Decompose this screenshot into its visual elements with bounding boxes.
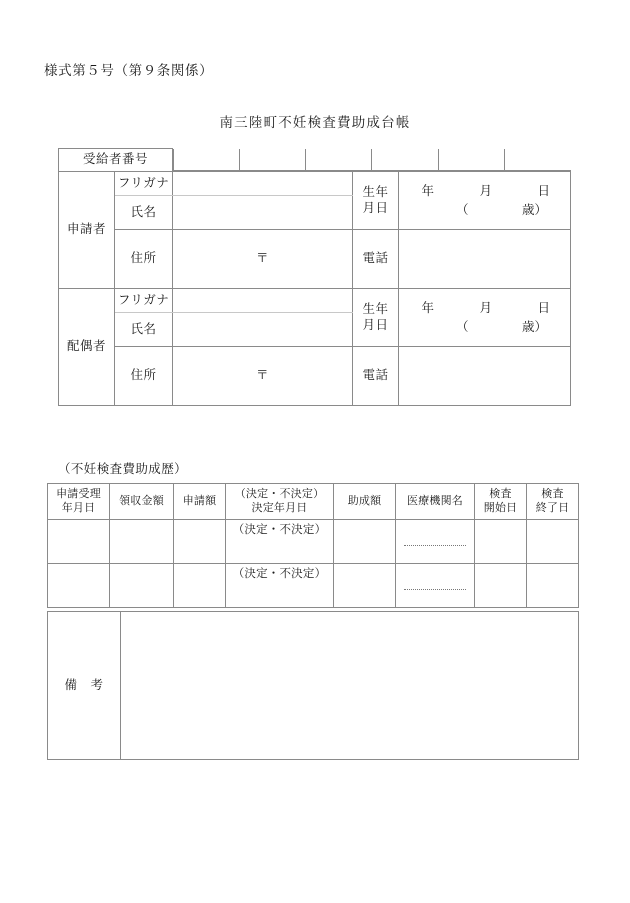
remarks-value[interactable] xyxy=(121,612,579,760)
remarks-table xyxy=(47,611,579,760)
spouse-address-label: 住所 xyxy=(115,347,173,406)
header-application-amount: 申請額 xyxy=(174,484,226,520)
applicant-furigana-value[interactable] xyxy=(173,172,353,196)
applicant-address-row xyxy=(59,230,571,289)
applicant-phone-label: 電話 xyxy=(353,230,399,289)
document-title: 南三陸町不妊検査費助成台帳 xyxy=(219,115,411,130)
header-line1: 検査 xyxy=(541,488,564,500)
cell-application-date[interactable] xyxy=(48,563,110,607)
receipt-number-cell[interactable] xyxy=(504,149,570,171)
spouse-name-label: 氏名 xyxy=(115,313,173,347)
header-institution-name: 医療機関名 xyxy=(396,484,475,520)
applicant-information-table xyxy=(58,148,571,406)
cell-institution-name[interactable] xyxy=(396,519,475,563)
spouse-furigana-value[interactable] xyxy=(173,289,353,313)
remarks-row xyxy=(48,612,579,760)
header-exam-start xyxy=(475,484,527,520)
spouse-age-open-paren: （ xyxy=(456,319,469,334)
dotted-writing-rule xyxy=(404,589,466,590)
form-code-label: 様式第５号（第９条関係） xyxy=(44,63,214,78)
header-decision-date xyxy=(226,484,334,520)
applicant-furigana-row xyxy=(59,172,571,196)
spouse-dob-year-label: 年 xyxy=(421,301,435,316)
header-application-date xyxy=(48,484,110,520)
header-line2: 決定年月日 xyxy=(251,502,308,515)
receipt-number-cell[interactable] xyxy=(174,149,240,171)
remarks-label: 備 考 xyxy=(48,612,121,760)
applicant-furigana-label: フリガナ xyxy=(115,172,173,196)
spouse-dob-label-line1: 生年 xyxy=(362,301,389,316)
cell-receipt-amount[interactable] xyxy=(110,563,174,607)
spouse-dob-month-label: 月 xyxy=(479,301,493,316)
dotted-writing-rule xyxy=(404,545,466,546)
spouse-furigana-row xyxy=(59,289,571,313)
spouse-dob-day-label: 日 xyxy=(537,301,551,316)
header-line2: 開始日 xyxy=(483,502,518,515)
applicant-dob-label-line1: 生年 xyxy=(362,184,389,199)
header-line2: 年月日 xyxy=(61,502,96,515)
header-exam-end xyxy=(527,484,579,520)
receipt-number-cell[interactable] xyxy=(372,149,438,171)
history-header-row xyxy=(48,484,579,520)
cell-subsidy-amount[interactable] xyxy=(334,563,396,607)
cell-decision-text[interactable]: （決定・不決定） xyxy=(226,519,334,563)
receipt-number-cell[interactable] xyxy=(438,149,504,171)
applicant-dob-year-label: 年 xyxy=(421,184,435,199)
cell-exam-start[interactable] xyxy=(475,563,527,607)
applicant-dob-month-label: 月 xyxy=(479,184,493,199)
spouse-age-close-paren: 歳） xyxy=(522,319,548,334)
applicant-address-value[interactable] xyxy=(173,230,353,289)
applicant-name-value[interactable] xyxy=(173,196,353,230)
applicant-party-label: 申請者 xyxy=(59,172,115,289)
header-line1: 申請受理 xyxy=(56,488,101,500)
table-row xyxy=(48,563,579,607)
cell-receipt-amount[interactable] xyxy=(110,519,174,563)
cell-exam-start[interactable] xyxy=(475,519,527,563)
cell-exam-end[interactable] xyxy=(527,563,579,607)
spouse-address-value[interactable] xyxy=(173,347,353,406)
applicant-dob-day-label: 日 xyxy=(537,184,551,199)
cell-decision-text[interactable]: （決定・不決定） xyxy=(226,563,334,607)
applicant-age-open-paren: （ xyxy=(456,202,469,217)
applicant-name-label: 氏名 xyxy=(115,196,173,230)
spouse-phone-label: 電話 xyxy=(353,347,399,406)
header-receipt-amount: 領収金額 xyxy=(110,484,174,520)
header-line1: 検査 xyxy=(489,488,512,500)
receipt-number-cell[interactable] xyxy=(240,149,306,171)
spouse-dob-label-line2: 月日 xyxy=(362,317,389,332)
cell-subsidy-amount[interactable] xyxy=(334,519,396,563)
applicant-phone-value[interactable] xyxy=(399,230,571,289)
applicant-dob-value[interactable] xyxy=(399,172,571,230)
receipt-number-label: 受給者番号 xyxy=(59,149,173,172)
table-row xyxy=(48,519,579,563)
spouse-address-row xyxy=(59,347,571,406)
spouse-dob-label xyxy=(353,289,399,347)
history-section-label: （不妊検査費助成歴） xyxy=(58,462,188,476)
subsidy-history-table xyxy=(47,483,579,608)
receipt-number-cell[interactable] xyxy=(306,149,372,171)
cell-application-amount[interactable] xyxy=(174,519,226,563)
applicant-address-label: 住所 xyxy=(115,230,173,289)
cell-institution-name[interactable] xyxy=(396,563,475,607)
postal-mark-icon: 〒 xyxy=(256,368,270,383)
header-subsidy-amount: 助成額 xyxy=(334,484,396,520)
postal-mark-icon: 〒 xyxy=(256,251,270,266)
cell-application-amount[interactable] xyxy=(174,563,226,607)
spouse-name-value[interactable] xyxy=(173,313,353,347)
spouse-party-label: 配偶者 xyxy=(59,289,115,406)
applicant-dob-label-line2: 月日 xyxy=(362,200,389,215)
applicant-age-close-paren: 歳） xyxy=(522,202,548,217)
header-line1: （決定・不決定） xyxy=(234,488,325,500)
spouse-phone-value[interactable] xyxy=(399,347,571,406)
spouse-dob-value[interactable] xyxy=(399,289,571,347)
cell-application-date[interactable] xyxy=(48,519,110,563)
spouse-furigana-label: フリガナ xyxy=(115,289,173,313)
receipt-number-row xyxy=(59,149,571,172)
cell-exam-end[interactable] xyxy=(527,519,579,563)
header-line2: 終了日 xyxy=(535,502,570,515)
applicant-dob-label xyxy=(353,172,399,230)
